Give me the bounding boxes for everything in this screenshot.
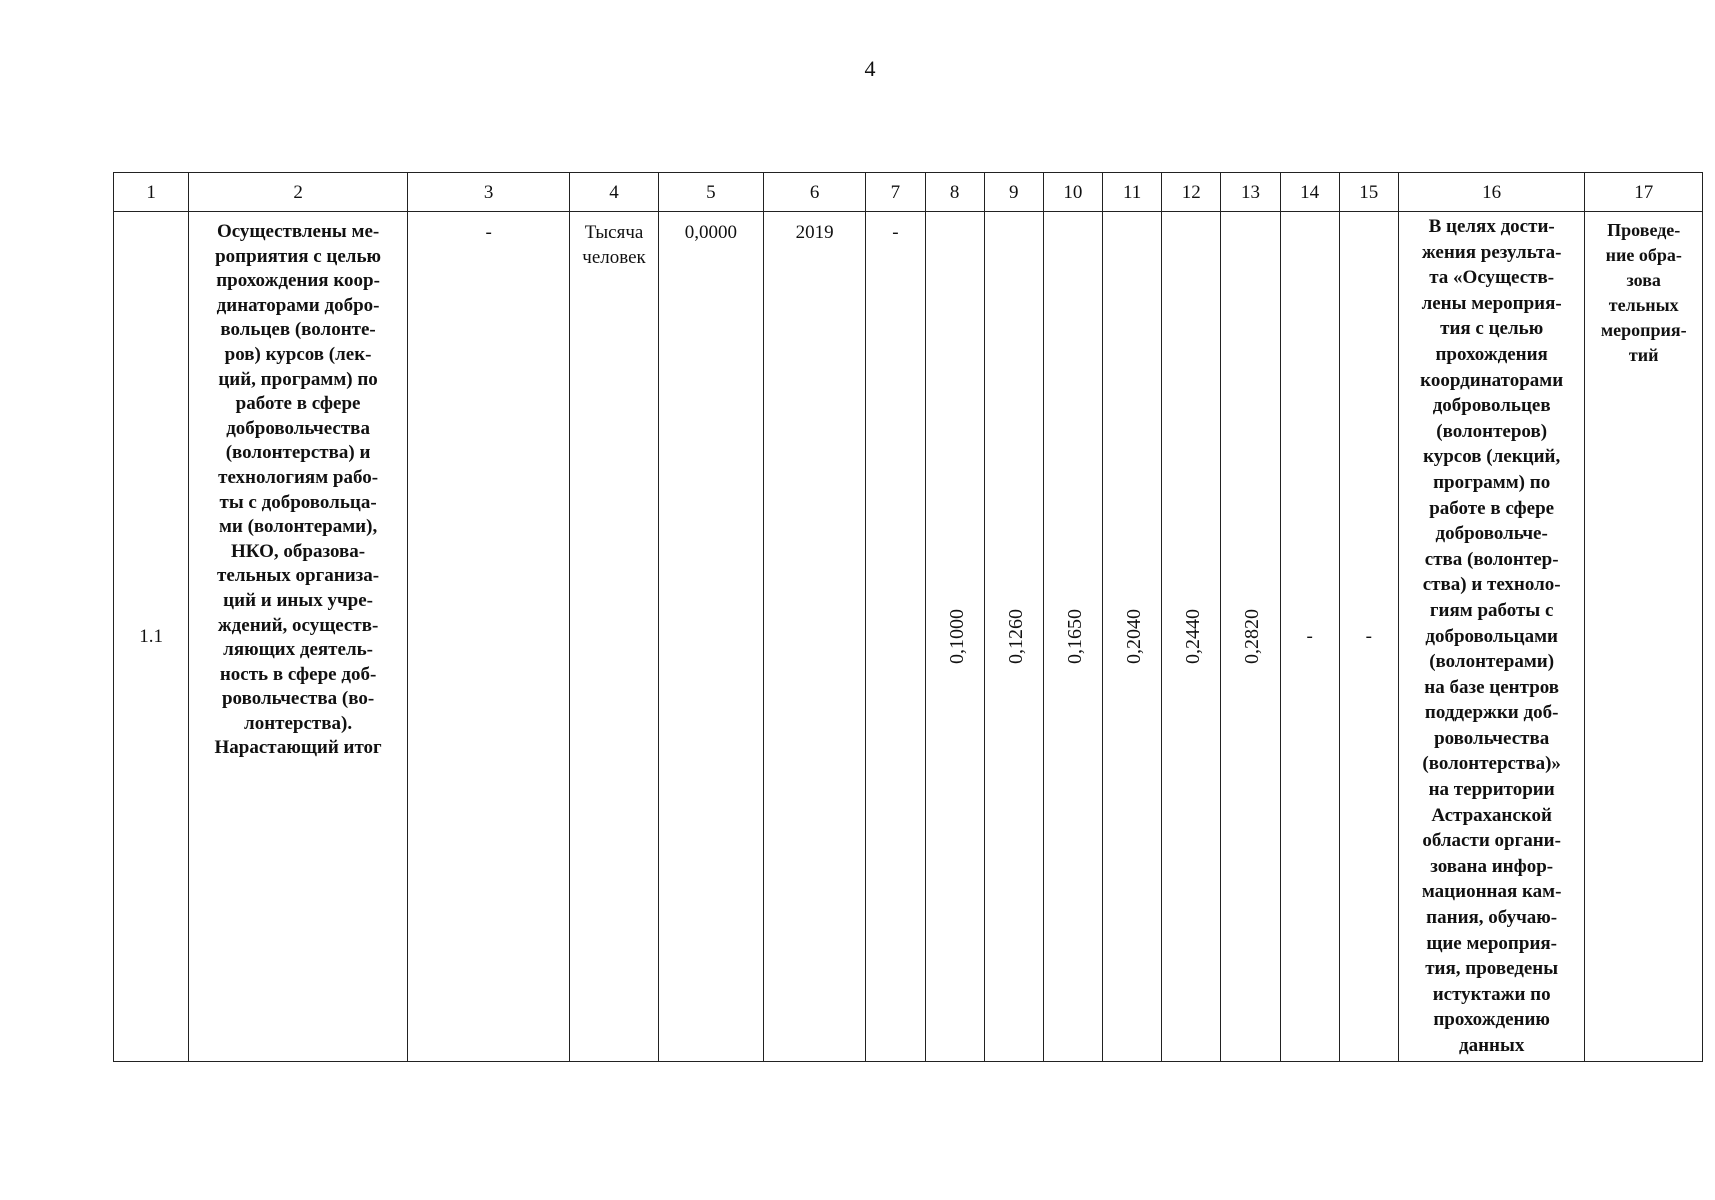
header-cell: 16 [1398, 173, 1585, 212]
value-col-11-text: 0,2040 [1123, 609, 1146, 664]
cell-col-3: - [407, 212, 570, 1062]
value-col-8 [925, 212, 984, 1062]
header-cell: 1 [114, 173, 189, 212]
description: В целях дости- жения результа- та «Осуществ- лены мероприя- тия с целью прохождения координаторами добровольцев (волонтеров) курсов (лекций, программ) по работе в сфере добровольче- ства (волонтер- ства) и техноло- гиям работы с добровольцами (волонтерами) на базе центров поддержки доб- ровольчества (волонтерства)» на территории Астраханской области органи- зована инфор- мационная кам- пания, обучаю- щие мероприя- тия, проведены истуктажи по прохождению данных [1398, 212, 1585, 1062]
header-cell: 7 [866, 173, 925, 212]
header-cell: 13 [1221, 173, 1280, 212]
value-col-14: - [1280, 212, 1339, 1062]
indicator-table [113, 172, 1703, 1062]
table-row [114, 212, 1703, 1062]
value-col-11 [1103, 212, 1162, 1062]
header-cell: 15 [1339, 173, 1398, 212]
value-col-8-text: 0,1000 [945, 609, 968, 664]
header-cell: 14 [1280, 173, 1339, 212]
page-number: 4 [864, 56, 876, 81]
header-cell: 11 [1103, 173, 1162, 212]
header-cell: 5 [658, 173, 763, 212]
header-cell: 17 [1585, 173, 1703, 212]
header-cell: 4 [570, 173, 658, 212]
value-col-13-text: 0,2820 [1241, 609, 1264, 664]
cell-col-7: - [866, 212, 925, 1062]
header-cell: 6 [764, 173, 866, 212]
value-col-13 [1221, 212, 1280, 1062]
value-col-15: - [1339, 212, 1398, 1062]
value-col-10 [1043, 212, 1102, 1062]
result-name: Осуществлены ме- роприятия с целью прохождения коор- динаторами добро- вольцев (волонте- ров) курсов (лек- ций, программ) по работе в сфере добровольчества (волонтерства) и технологиям рабо- ты с добровольца- ми (волонтерами), НКО, образова- тельных организа- ций и иных учре- ждений, осуществ- ляющих деятель- ность в сфере доб- ровольчества (во- лонтерства). Нарастающий итог [189, 212, 408, 1062]
base-value: 0,0000 [658, 212, 763, 1062]
event-type: Проведе- ние обра- зова тельных мероприя- тий [1585, 212, 1703, 1062]
unit-of-measure: Тысяча человек [570, 212, 658, 1062]
header-cell: 12 [1162, 173, 1221, 212]
value-col-9 [984, 212, 1043, 1062]
header-cell: 3 [407, 173, 570, 212]
base-year: 2019 [764, 212, 866, 1062]
value-col-9-text: 0,1260 [1004, 609, 1027, 664]
header-cell: 2 [189, 173, 408, 212]
header-row [114, 173, 1703, 212]
header-cell: 9 [984, 173, 1043, 212]
header-cell: 8 [925, 173, 984, 212]
value-col-12-text: 0,2440 [1182, 609, 1205, 664]
value-col-10-text: 0,1650 [1063, 609, 1086, 664]
row-number: 1.1 [114, 212, 189, 1062]
header-cell: 10 [1043, 173, 1102, 212]
value-col-12 [1162, 212, 1221, 1062]
